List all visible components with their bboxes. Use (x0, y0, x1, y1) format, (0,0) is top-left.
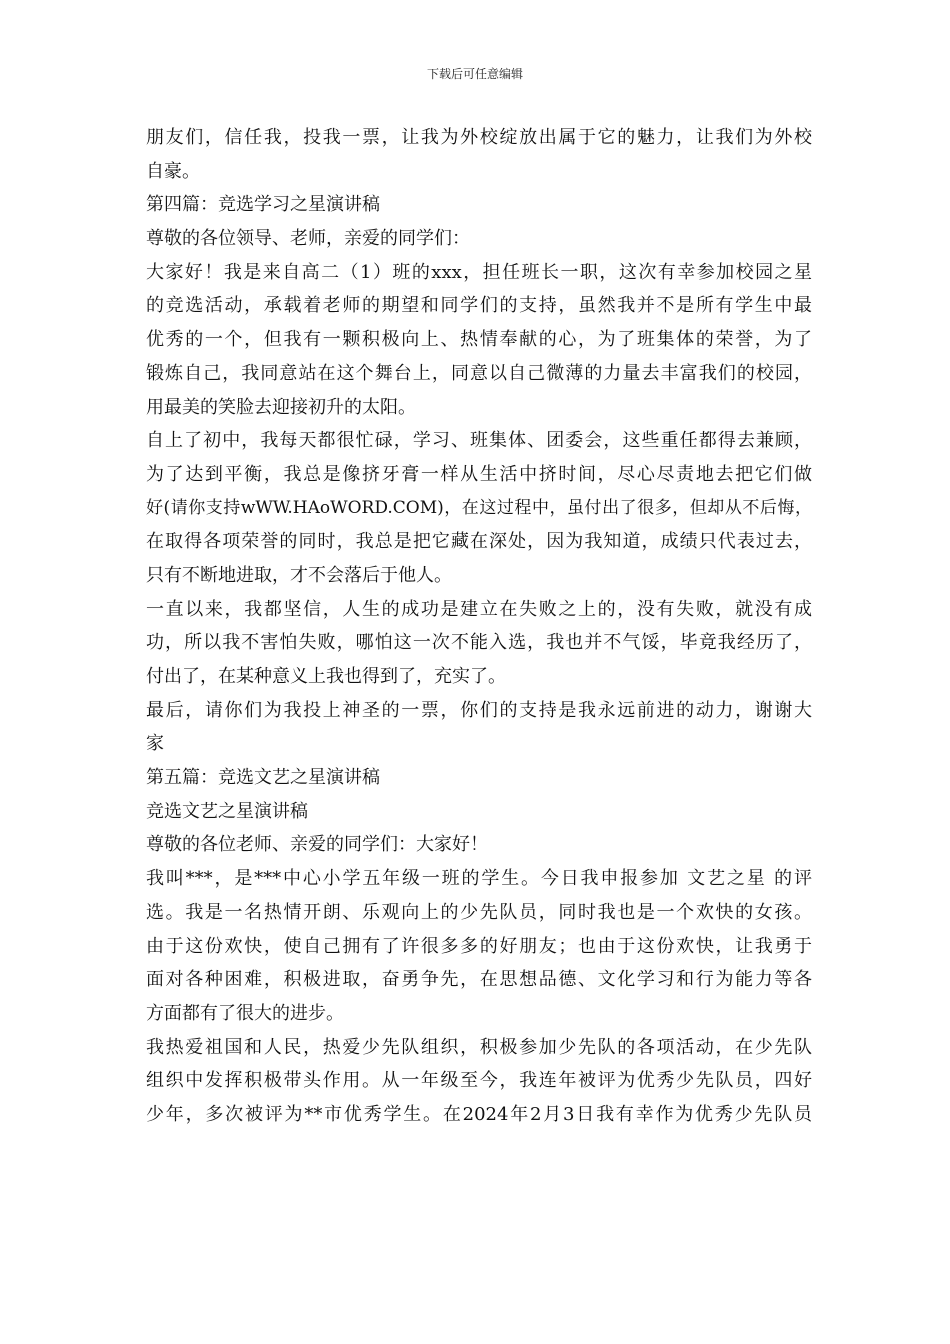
page-header: 下载后可任意编辑 (426, 67, 523, 81)
text-line: 的竞选活动，承载着老师的期望和同学们的支持，虽然我并不是所有学生中最 (146, 295, 812, 317)
text-line: 付出了，在某种意义上我也得到了，充实了。 (146, 666, 506, 687)
text-line: 只有不断地进取，才不会落后于他人。 (146, 564, 452, 586)
text-line: 为了达到平衡，我总是像挤牙膏一样从生活中挤时间，尽心尽责地去把它们做 (146, 463, 812, 485)
text-line: 功，所以我不害怕失败，哪怕这一次不能入选，我也并不气馁，毕竟我经历了， (146, 632, 812, 654)
text-line: 少年，多次被评为**市优秀学生。在2024年2月3日我有幸作为优秀少先队员 (146, 1103, 812, 1125)
text-line: 面对各种困难，积极进取，奋勇争先，在思想品德、文化学习和行为能力等各 (146, 969, 812, 991)
text-line: 组织中发挥积极带头作用。从一年级至今，我连年被评为优秀少先队员，四好 (146, 1070, 812, 1092)
text-line: 优秀的一个，但我有一颗积极向上、热情奉献的心，为了班集体的荣誉，为了 (146, 329, 812, 351)
text-line: 大家好！我是来自高二（1）班的xxx，担任班长一职，这次有幸参加校园之星 (146, 261, 812, 283)
text-line: 方面都有了很大的进步。 (146, 1002, 344, 1024)
text-line: 在取得各项荣誉的同时，我总是把它藏在深处，因为我知道，成绩只代表过去， (146, 531, 812, 553)
text-line: 第五篇：竞选文艺之星演讲稿 (146, 767, 380, 789)
document-body (146, 121, 812, 1132)
text-line: 朋友们，信任我，投我一票，让我为外校绽放出属于它的魅力，让我们为外校 (146, 127, 812, 148)
text-line: 锻炼自己，我同意站在这个舞台上，同意以自己微薄的力量去丰富我们的校园， (146, 362, 812, 384)
text-line: 自豪。 (146, 160, 200, 182)
text-line: 第四篇：竞选学习之星演讲稿 (146, 194, 380, 216)
text-line: 用最美的笑脸去迎接初升的太阳。 (146, 396, 416, 418)
text-line: 最后，请你们为我投上神圣的一票，你们的支持是我永远前进的动力，谢谢大 (146, 699, 812, 721)
text-line: 我叫***，是***中心小学五年级一班的学生。今日我申报参加 文艺之星 的评 (146, 868, 812, 890)
text-line: 选。我是一名热情开朗、乐观向上的少先队员，同时我也是一个欢快的女孩。 (146, 901, 812, 923)
text-line: 家 (146, 733, 164, 755)
text-line: 尊敬的各位领导、老师，亲爱的同学们： (146, 228, 470, 250)
text-line: 竞选文艺之星演讲稿 (146, 800, 308, 822)
text-line: 好(请你支持wWW.HAoWORD.COM)，在这过程中，虽付出了很多，但却从不后悔， (146, 497, 812, 518)
text-line: 由于这份欢快，使自己拥有了许很多多的好朋友；也由于这份欢快，让我勇于 (146, 935, 812, 957)
text-line: 尊敬的各位老师、亲爱的同学们：大家好！ (146, 834, 488, 856)
text-line: 一直以来，我都坚信，人生的成功是建立在失败之上的，没有失败，就没有成 (146, 598, 812, 620)
text-line: 自上了初中，我每天都很忙碌，学习、班集体、团委会，这些重任都得去兼顾， (146, 430, 812, 452)
text-line: 我热爱祖国和人民，热爱少先队组织，积极参加少先队的各项活动，在少先队 (146, 1036, 812, 1058)
